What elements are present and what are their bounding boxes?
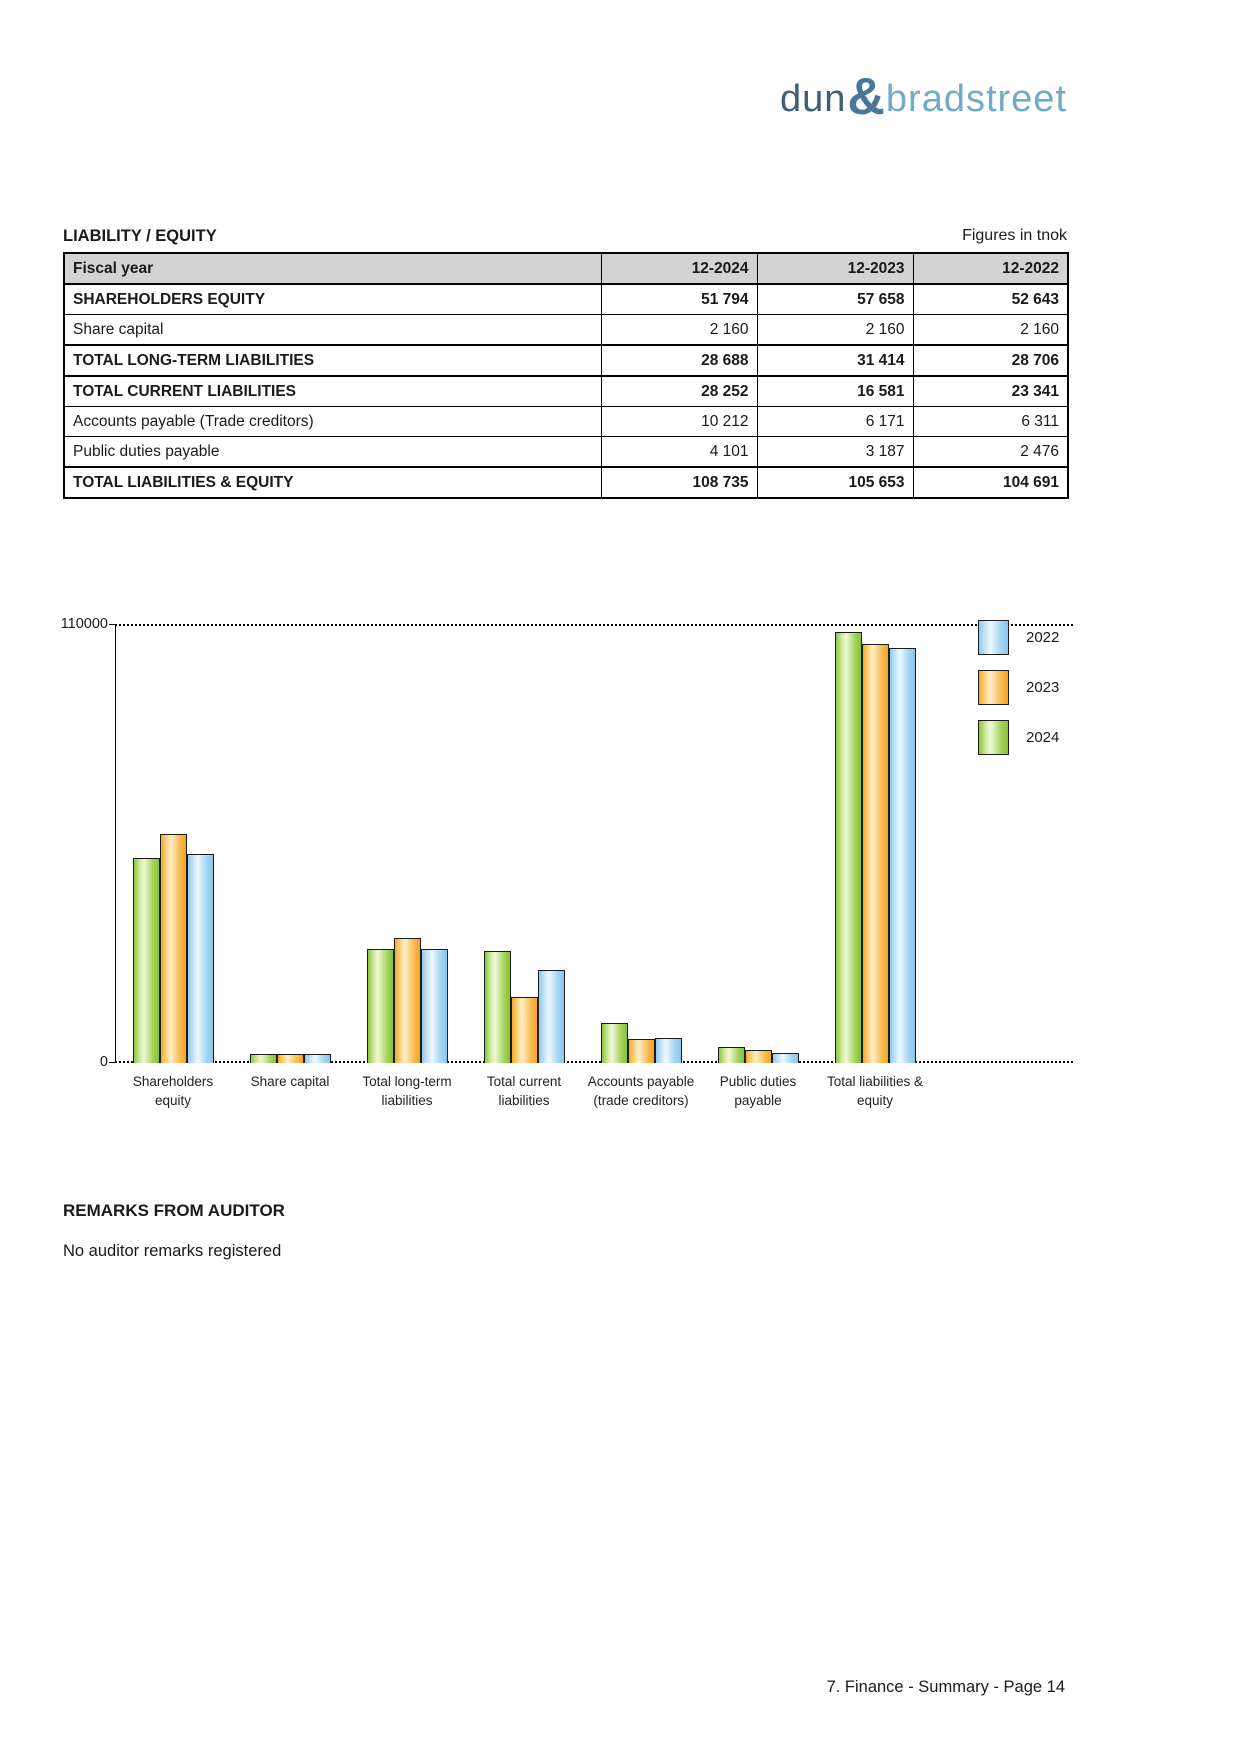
bar-group [484, 951, 565, 1063]
category-label-line: (trade creditors) [593, 1093, 689, 1108]
header-cell-year: 12-2023 [757, 253, 913, 284]
row-value: 2 160 [913, 315, 1068, 346]
table-row [64, 376, 1068, 407]
bar-2022 [655, 1038, 682, 1063]
legend-entry-2024 [978, 720, 1059, 755]
bar-2023 [862, 644, 889, 1063]
category-label [800, 1072, 950, 1110]
row-value: 28 706 [913, 345, 1068, 376]
table-row [64, 345, 1068, 376]
logo-text-bradstreet: bradstreet [885, 78, 1067, 120]
bar-2024 [601, 1023, 628, 1063]
row-label: TOTAL CURRENT LIABILITIES [64, 376, 601, 407]
row-value: 52 643 [913, 284, 1068, 315]
row-value: 104 691 [913, 467, 1068, 498]
chart-plot [115, 625, 1073, 1063]
bar-2024 [367, 949, 394, 1063]
table-row [64, 284, 1068, 315]
row-value: 3 187 [757, 437, 913, 468]
row-label: Share capital [64, 315, 601, 346]
row-value: 23 341 [913, 376, 1068, 407]
bar-2024 [835, 632, 862, 1063]
bar-group [250, 1054, 331, 1063]
bar-2024 [718, 1047, 745, 1063]
liability-equity-table [63, 252, 1069, 499]
bar-2023 [511, 997, 538, 1063]
header-cell-label: Fiscal year [64, 253, 601, 284]
header-cell-year: 12-2024 [601, 253, 757, 284]
legend-label: 2023 [1026, 679, 1060, 696]
legend-label: 2024 [1026, 729, 1060, 746]
remarks-text: No auditor remarks registered [63, 1242, 282, 1260]
table-row [64, 437, 1068, 468]
bar-2024 [484, 951, 511, 1063]
row-value: 2 160 [601, 315, 757, 346]
row-label: Accounts payable (Trade creditors) [64, 407, 601, 437]
bar-2022 [304, 1054, 331, 1063]
legend-entry-2022 [978, 620, 1059, 655]
category-label-line: liabilities [381, 1093, 433, 1108]
bar-group [718, 1047, 799, 1063]
bar-2022 [538, 970, 565, 1063]
category-label-line: Public duties [719, 1074, 797, 1089]
row-value: 57 658 [757, 284, 913, 315]
bar-2022 [187, 854, 214, 1063]
bar-group [835, 632, 916, 1063]
row-value: 10 212 [601, 407, 757, 437]
page-footer: 7. Finance - Summary - Page 14 [826, 1678, 1065, 1696]
row-value: 28 252 [601, 376, 757, 407]
dnb-logo [780, 64, 1067, 124]
category-label-line: payable [734, 1093, 782, 1108]
table-row [64, 407, 1068, 437]
bar-2022 [421, 949, 448, 1063]
row-value: 4 101 [601, 437, 757, 468]
legend-swatch-2024 [978, 720, 1009, 755]
bar-group [367, 938, 448, 1063]
category-label-line: Accounts payable [587, 1074, 695, 1089]
row-value: 6 171 [757, 407, 913, 437]
header-cell-year: 12-2022 [913, 253, 1068, 284]
bar-group [133, 834, 214, 1063]
section-title: LIABILITY / EQUITY [63, 227, 217, 245]
row-label: Public duties payable [64, 437, 601, 468]
bar-2024 [250, 1054, 277, 1063]
row-value: 6 311 [913, 407, 1068, 437]
y-axis-tick-max: 110000 [60, 616, 108, 632]
table-row [64, 467, 1068, 498]
row-value: 105 653 [757, 467, 913, 498]
bar-2024 [133, 858, 160, 1063]
y-axis-tick-zero: 0 [99, 1054, 108, 1070]
bar-2023 [160, 834, 187, 1063]
row-value: 16 581 [757, 376, 913, 407]
row-value: 51 794 [601, 284, 757, 315]
row-value: 31 414 [757, 345, 913, 376]
bar-2023 [394, 938, 421, 1063]
figures-unit-note: Figures in tnok [962, 227, 1067, 244]
category-label-line: Share capital [250, 1074, 330, 1089]
table-row [64, 315, 1068, 346]
bar-2023 [745, 1050, 772, 1063]
bar-group [601, 1023, 682, 1063]
bar-2022 [772, 1053, 799, 1063]
row-label: TOTAL LIABILITIES & EQUITY [64, 467, 601, 498]
table-header-row [64, 253, 1068, 284]
bar-2023 [628, 1039, 655, 1063]
bar-2023 [277, 1054, 304, 1063]
legend-label: 2022 [1026, 629, 1060, 646]
category-label-line: liabilities [498, 1093, 550, 1108]
legend-entry-2023 [978, 670, 1059, 705]
row-value: 28 688 [601, 345, 757, 376]
logo-text-dun: dun [779, 78, 847, 120]
legend-swatch-2022 [978, 620, 1009, 655]
category-label-line: equity [856, 1093, 894, 1108]
category-label-line: Total current [486, 1074, 562, 1089]
category-label-line: Total liabilities & [826, 1074, 924, 1089]
table-body [64, 284, 1068, 498]
category-label-line: equity [154, 1093, 192, 1108]
legend-swatch-2023 [978, 670, 1009, 705]
category-label-line: Shareholders [132, 1074, 214, 1089]
row-value: 2 476 [913, 437, 1068, 468]
row-value: 2 160 [757, 315, 913, 346]
row-label: TOTAL LONG-TERM LIABILITIES [64, 345, 601, 376]
remarks-heading: REMARKS FROM AUDITOR [63, 1201, 285, 1220]
bar-2022 [889, 648, 916, 1063]
row-value: 108 735 [601, 467, 757, 498]
logo-ampersand-icon: & [847, 68, 885, 126]
category-label-line: Total long-term [362, 1074, 452, 1089]
row-label: SHAREHOLDERS EQUITY [64, 284, 601, 315]
table-header-row [64, 253, 1068, 284]
